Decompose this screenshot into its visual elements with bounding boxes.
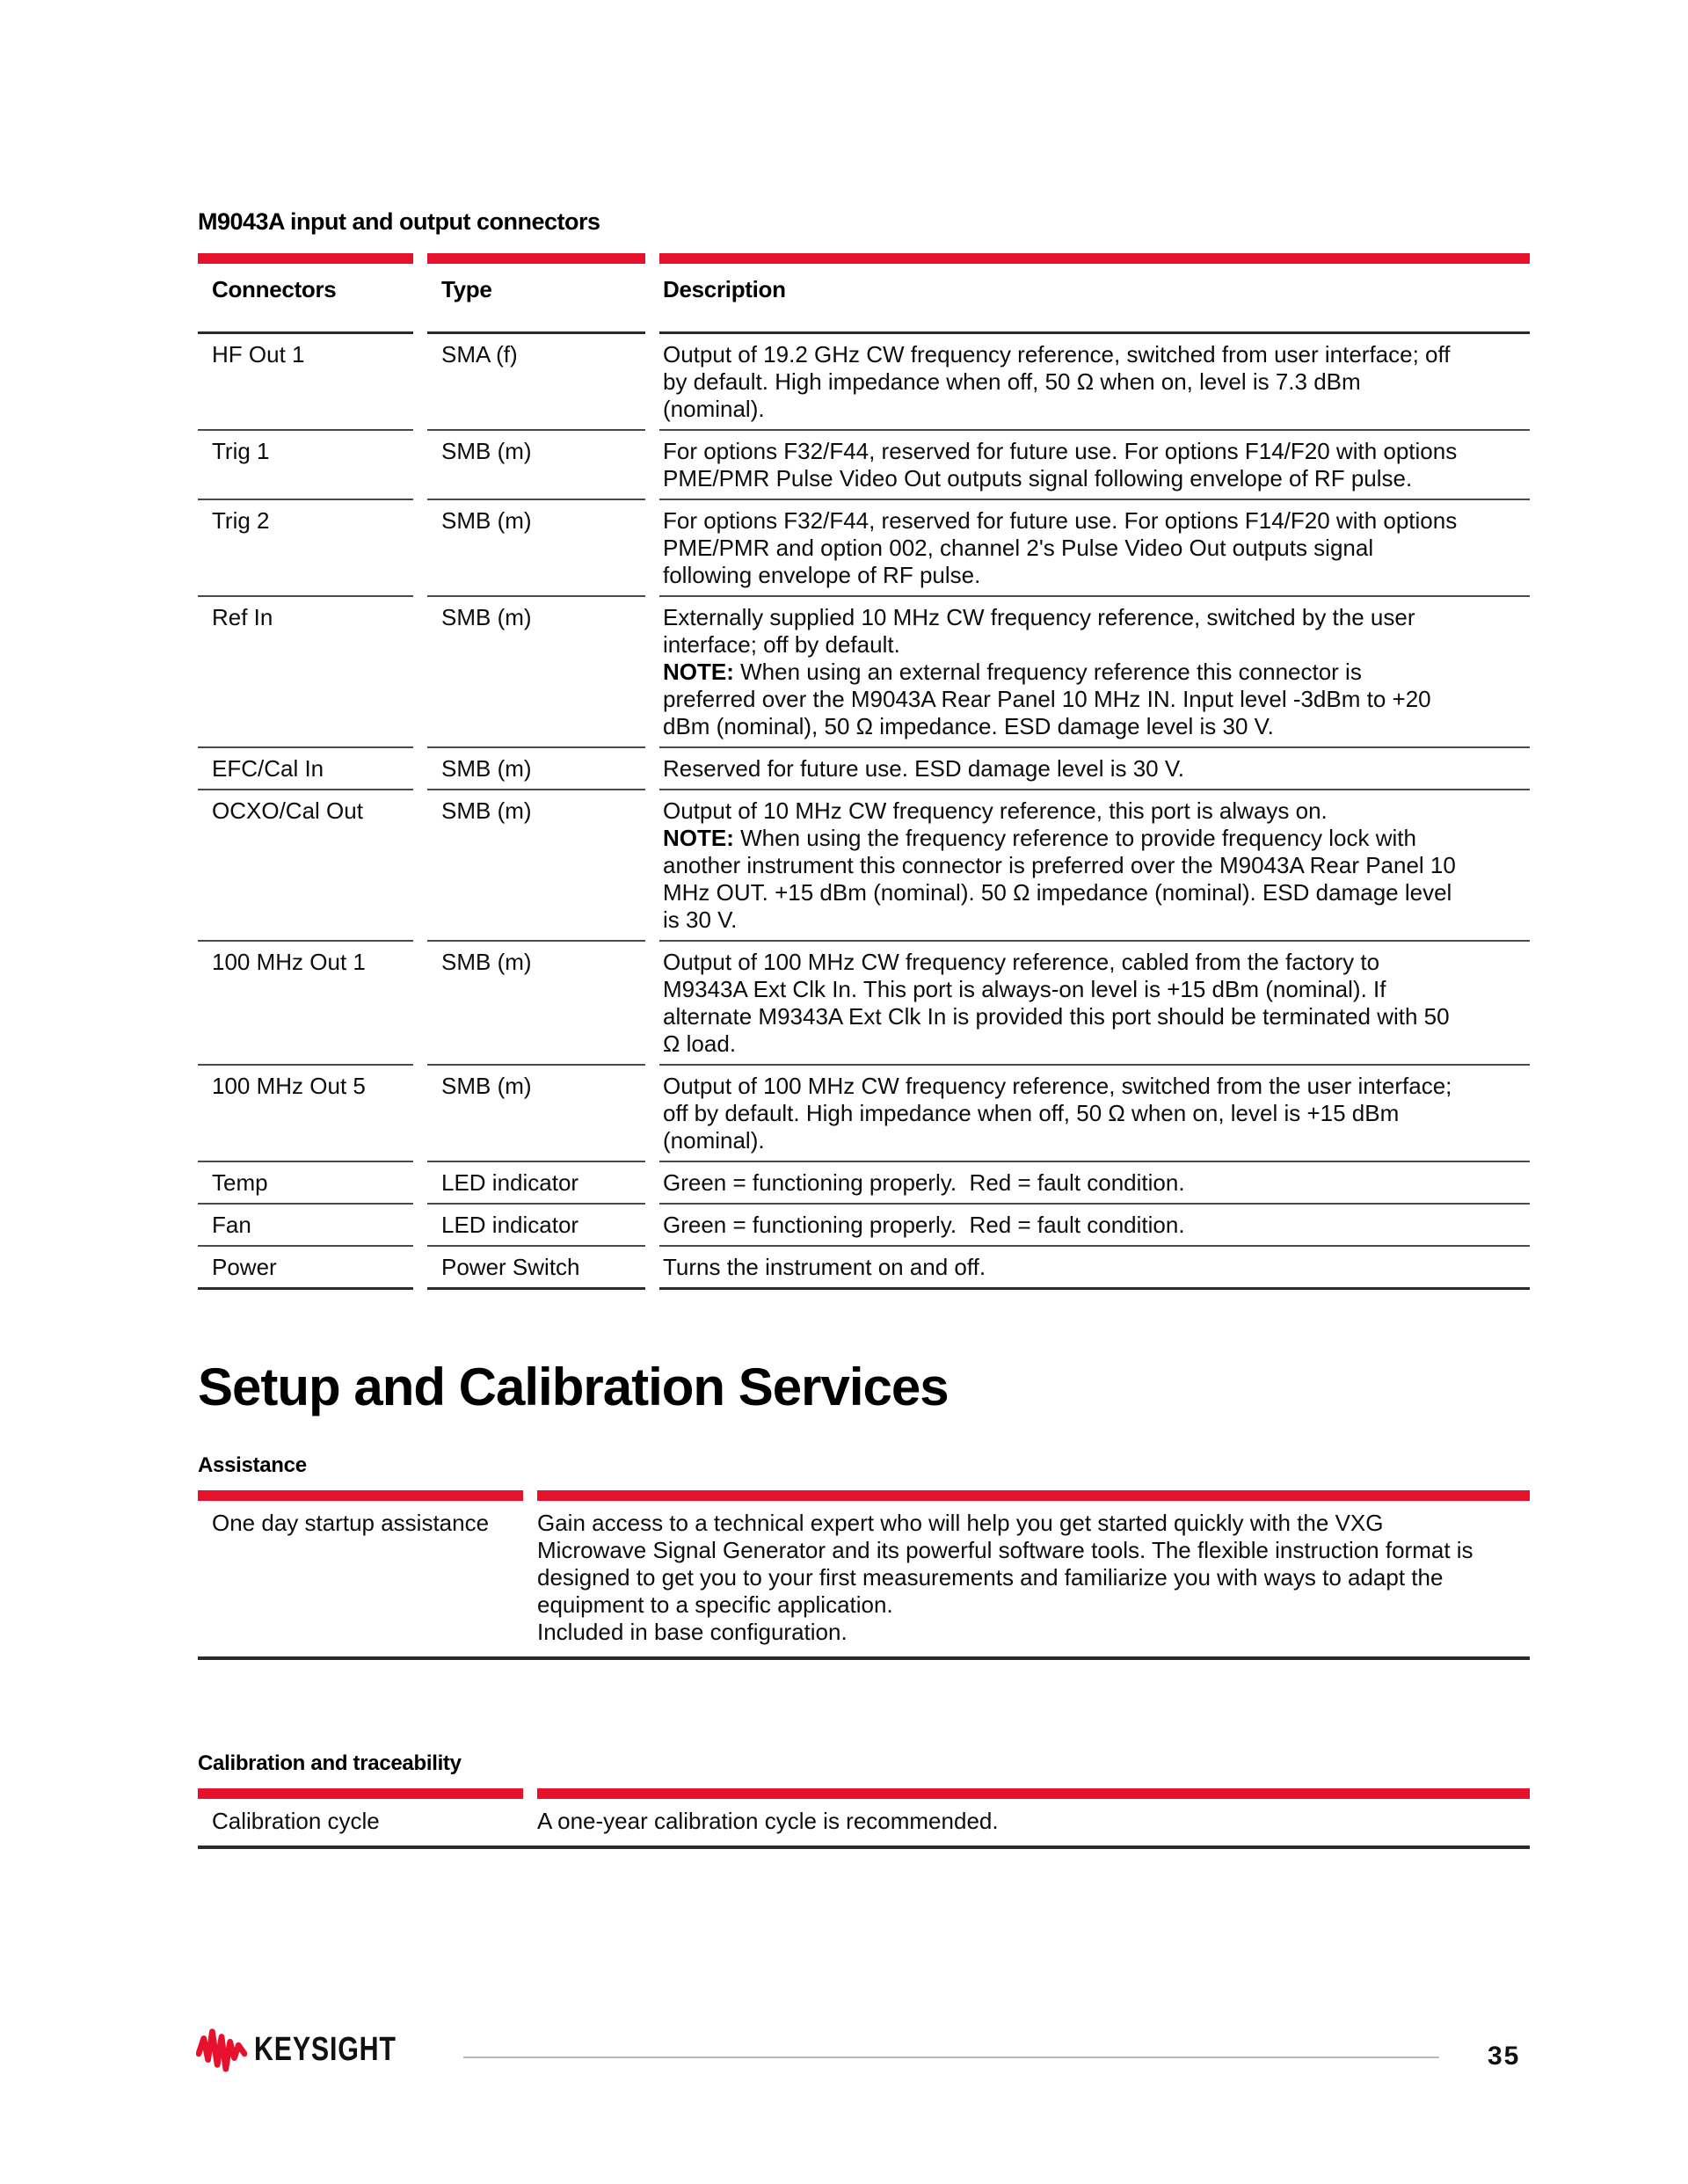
column-header-description: Description <box>659 264 1530 334</box>
service-description-cell <box>537 1799 1530 1845</box>
description-cell <box>659 942 1530 1066</box>
type-cell: SMB (m) <box>427 942 645 1066</box>
note-label: NOTE: <box>663 659 734 685</box>
column-header-type: Type <box>427 264 645 334</box>
connector-cell: EFC/Cal In <box>198 748 413 790</box>
description-cell <box>659 597 1530 748</box>
brand-name: KEYSIGHT <box>254 2030 397 2068</box>
red-accent-bar <box>198 1490 523 1501</box>
type-cell: Power Switch <box>427 1247 645 1290</box>
type-cell: LED indicator <box>427 1205 645 1247</box>
connector-cell: HF Out 1 <box>198 334 413 431</box>
red-accent-bar <box>198 1788 523 1799</box>
red-accent-bar <box>659 253 1530 264</box>
page-number: 35 <box>1488 2042 1521 2071</box>
description-paragraph: A one-year calibration cycle is recommended. <box>537 1808 999 1834</box>
connector-cell: 100 MHz Out 5 <box>198 1066 413 1162</box>
description-paragraph: Externally supplied 10 MHz CW frequency reference, switched by the user interface; off by default. <box>663 604 1422 658</box>
red-accent-bar <box>537 1490 1530 1501</box>
type-cell: SMB (m) <box>427 500 645 597</box>
description-paragraph: Included in base configuration. <box>537 1619 848 1645</box>
description-paragraph: Gain access to a technical expert who will help you get started quickly with the VXG Microwave Signal Generator and its powerful software tools. The flexible instruction format is designed to get you to your first measurements and familiarize you with ways to adapt the equipment to a specific application. <box>537 1510 1480 1618</box>
description-paragraph: Reserved for future use. ESD damage level is 30 V. <box>663 755 1185 782</box>
description-paragraph: Output of 100 MHz CW frequency reference, switched from the user interface; off by default. High impedance when off, 50 Ω when on, level is +15 dBm (nominal). <box>663 1073 1459 1154</box>
connector-cell: Temp <box>198 1162 413 1205</box>
red-accent-bar <box>427 253 645 264</box>
section-heading: Setup and Calibration Services <box>198 1358 949 1416</box>
calibration-table <box>198 1788 1530 1849</box>
type-cell: LED indicator <box>427 1162 645 1205</box>
description-paragraph: Turns the instrument on and off. <box>663 1254 986 1280</box>
connectors-table <box>198 253 1530 1290</box>
assistance-table <box>198 1490 1530 1660</box>
type-cell: SMB (m) <box>427 1066 645 1162</box>
note-label: NOTE: <box>663 825 734 851</box>
keysight-logo <box>196 2026 432 2073</box>
description-paragraph: NOTE: When using the frequency reference to provide frequency lock with another instrument this connector is preferred over the M9043A Rear Panel 10 MHz OUT. +15 dBm (nominal). 50 Ω impedance (nominal). ESD damage level is 30 V. <box>663 825 1463 933</box>
description-paragraph: Output of 10 MHz CW frequency reference, this port is always on. <box>663 797 1328 824</box>
connector-cell: Ref In <box>198 597 413 748</box>
type-cell: SMB (m) <box>427 748 645 790</box>
subsection-title-calibration: Calibration and traceability <box>198 1751 462 1775</box>
description-paragraph: For options F32/F44, reserved for future use. For options F14/F20 with options PME/PMR and option 002, channel 2's Pulse Video Out outputs signal following envelope of RF pulse. <box>663 507 1464 588</box>
description-cell <box>659 431 1530 500</box>
service-label-cell: Calibration cycle <box>212 1808 380 1834</box>
description-cell <box>659 334 1530 431</box>
type-cell: SMB (m) <box>427 790 645 942</box>
subsection-title-assistance: Assistance <box>198 1453 307 1477</box>
description-cell <box>659 748 1530 790</box>
connector-cell: 100 MHz Out 1 <box>198 942 413 1066</box>
connector-cell: Trig 1 <box>198 431 413 500</box>
description-paragraph: Output of 100 MHz CW frequency reference, cabled from the factory to M9343A Ext Clk In. This port is always-on level is +15 dBm (nominal). If alternate M9343A Ext Clk In is provided this port should be terminated with 50 Ω load. <box>663 949 1456 1057</box>
connector-cell: Trig 2 <box>198 500 413 597</box>
description-cell <box>659 1162 1530 1205</box>
description-cell <box>659 500 1530 597</box>
description-paragraph: NOTE: When using an external frequency reference this connector is preferred over the M9043A Rear Panel 10 MHz IN. Input level -3dBm to +20 dBm (nominal), 50 Ω impedance. ESD damage level is 30 V. <box>663 659 1437 739</box>
description-paragraph: Output of 19.2 GHz CW frequency reference, switched from user interface; off by default. High impedance when off, 50 Ω when on, level is 7.3 dBm (nominal). <box>663 341 1457 422</box>
description-cell <box>659 1205 1530 1247</box>
red-accent-bar <box>198 253 413 264</box>
type-cell: SMB (m) <box>427 597 645 748</box>
description-cell <box>659 790 1530 942</box>
page-footer <box>0 2022 1688 2084</box>
description-cell <box>659 1066 1530 1162</box>
connector-cell: OCXO/Cal Out <box>198 790 413 942</box>
connectors-table-title: M9043A input and output connectors <box>198 208 600 235</box>
connector-cell: Power <box>198 1247 413 1290</box>
service-label-cell: One day startup assistance <box>212 1510 490 1536</box>
type-cell: SMA (f) <box>427 334 645 431</box>
keysight-spark-icon <box>196 2026 247 2073</box>
description-cell <box>659 1247 1530 1290</box>
service-description-cell <box>537 1501 1530 1656</box>
footer-rule <box>463 2057 1439 2058</box>
description-paragraph: Green = functioning properly. Red = fault condition. <box>663 1169 1185 1196</box>
red-accent-bar <box>537 1788 1530 1799</box>
type-cell: SMB (m) <box>427 431 645 500</box>
description-paragraph: For options F32/F44, reserved for future use. For options F14/F20 with options PME/PMR Pulse Video Out outputs signal following envelope of RF pulse. <box>663 438 1464 491</box>
page-content <box>198 0 1530 1849</box>
description-paragraph: Green = functioning properly. Red = fault condition. <box>663 1212 1185 1238</box>
connector-cell: Fan <box>198 1205 413 1247</box>
column-header-connectors: Connectors <box>198 264 413 334</box>
